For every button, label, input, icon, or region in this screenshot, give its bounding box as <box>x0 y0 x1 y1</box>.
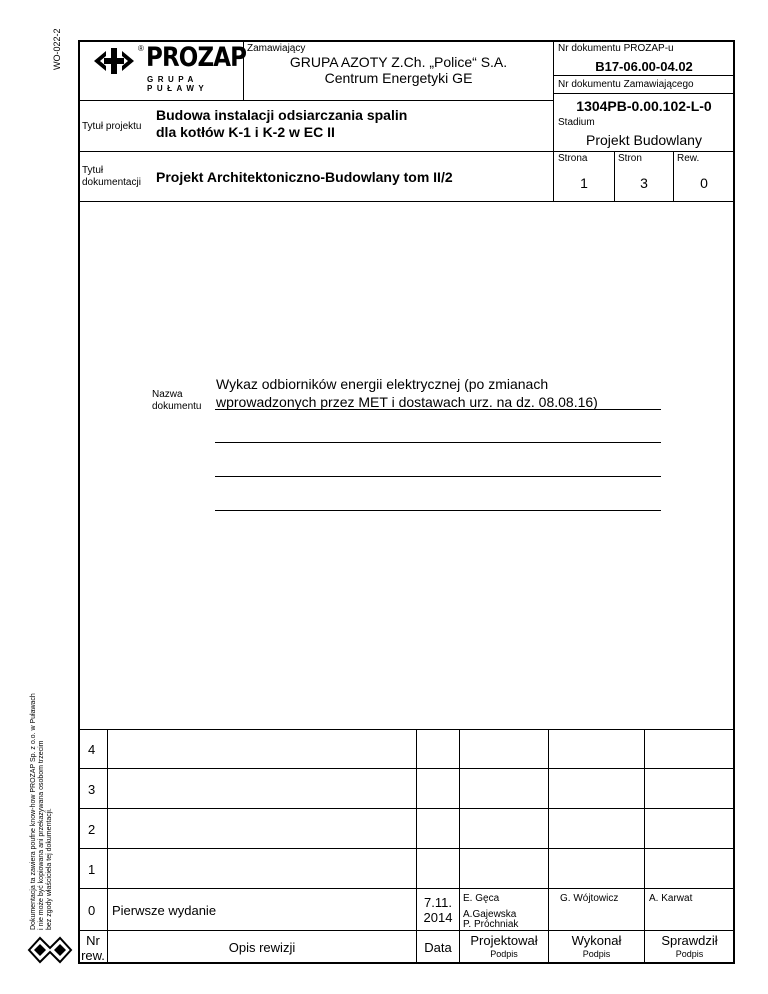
prozap-logo-icon <box>90 46 138 76</box>
confidentiality-line-2: i nie może być kopiowana ani przekazywana osobom trzecim <box>38 740 45 930</box>
header-executed-signature: Podpis <box>582 949 611 959</box>
designer-1: E. Gęca <box>463 893 500 904</box>
header-checked-signature: Podpis <box>675 949 704 959</box>
header-revision-number-line-1: Nr <box>86 933 100 948</box>
revision-row-0-number: 0 <box>88 903 96 918</box>
header-designed-signature: Podpis <box>490 949 518 959</box>
client-department: Centrum Energetyki GE <box>324 70 473 86</box>
total-pages: 3 <box>640 175 648 191</box>
stage-value: Projekt Budowlany <box>586 132 702 148</box>
logo-name: PROZAP <box>146 42 247 73</box>
page-label: Strona <box>558 153 588 164</box>
project-title-line-2: dla kotłów K-1 i K-2 w EC II <box>156 124 335 140</box>
confidentiality-line-1: Dokumentacja ta zawiera poufne know-how PROZAP Sp. z o.o. w Puławach <box>30 693 37 930</box>
revision-row-0-date-line-2: 2014 <box>423 910 453 925</box>
logo-registered-mark: ® <box>138 44 144 53</box>
document-code: WO-022-2 <box>52 28 62 70</box>
logo-subtitle: GRUPA PUŁAWY <box>147 75 209 93</box>
revision-row-0-description: Pierwsze wydanie <box>112 903 217 918</box>
revision-row-0-checker: A. Karwat <box>649 893 693 904</box>
prozap-doc-number-label: Nr dokumentu PROZAP-u <box>558 43 674 54</box>
client-label: Zamawiający <box>247 43 306 54</box>
revision-row-3-number: 3 <box>88 782 96 797</box>
header-revision-description: Opis rewizji <box>228 940 296 955</box>
total-pages-label: Stron <box>618 153 642 164</box>
header-date: Data <box>424 940 452 955</box>
revision-row-4-number: 4 <box>88 742 96 757</box>
documentation-label-line-1: Tytuł <box>82 165 104 176</box>
revision-row-1-number: 1 <box>88 862 96 877</box>
prozap-logo <box>90 42 247 94</box>
documentation-label-line-2: dokumentacji <box>82 177 141 188</box>
header-revision-number-line-2: rew. <box>81 948 105 963</box>
project-title-label: Tytuł projektu <box>82 121 142 132</box>
designer-2: A.Gajewska <box>463 909 517 920</box>
client-name: GRUPA AZOTY Z.Ch. „Police“ S.A. <box>289 54 508 70</box>
prozap-small-logo-icon <box>27 934 73 966</box>
revision-row-0-date <box>417 895 459 925</box>
revision-row-0-executor: G. Wójtowicz <box>560 893 619 904</box>
revision-row-0-date-line-1: 7.11. <box>424 895 452 910</box>
revision-number: 0 <box>700 175 708 191</box>
document-name-label <box>152 389 201 413</box>
revision-label: Rew. <box>677 153 700 164</box>
revision-row-0-designers <box>463 892 518 931</box>
document-name-label-line-1: Nazwa <box>152 389 183 400</box>
project-title-line-1: Budowa instalacji odsiarczania spalin <box>156 107 408 123</box>
header-checked-by: Sprawdził <box>661 933 718 948</box>
header-designed-by: Projektował <box>470 933 538 948</box>
page-number: 1 <box>580 175 588 191</box>
confidentiality-note <box>30 693 54 930</box>
header-revision-number <box>79 933 107 963</box>
client-doc-number: 1304PB-0.00.102-L-0 <box>576 98 712 114</box>
documentation-label <box>82 165 141 189</box>
revision-row-2-number: 2 <box>88 822 96 837</box>
document-name-line-1: Wykaz odbiorników energii elektrycznej (po zmianach <box>216 376 549 392</box>
designer-3: P. Próchniak <box>463 919 519 930</box>
header-executed-by: Wykonał <box>571 933 622 948</box>
prozap-doc-number: B17-06.00-04.02 <box>595 59 693 74</box>
documentation-title: Projekt Architektoniczno-Budowlany tom II/2 <box>156 169 453 185</box>
document-name-label-line-2: dokumentu <box>152 401 202 412</box>
document-name-line-2: wprowadzonych przez MET i dostawach urz. na dz. 08.08.16) <box>216 394 598 410</box>
client-doc-number-label: Nr dokumentu Zamawiającego <box>558 79 694 90</box>
confidentiality-line-3: bez zgody właściciela tej dokumentacji. <box>46 808 53 930</box>
stage-label: Stadium <box>558 117 595 128</box>
